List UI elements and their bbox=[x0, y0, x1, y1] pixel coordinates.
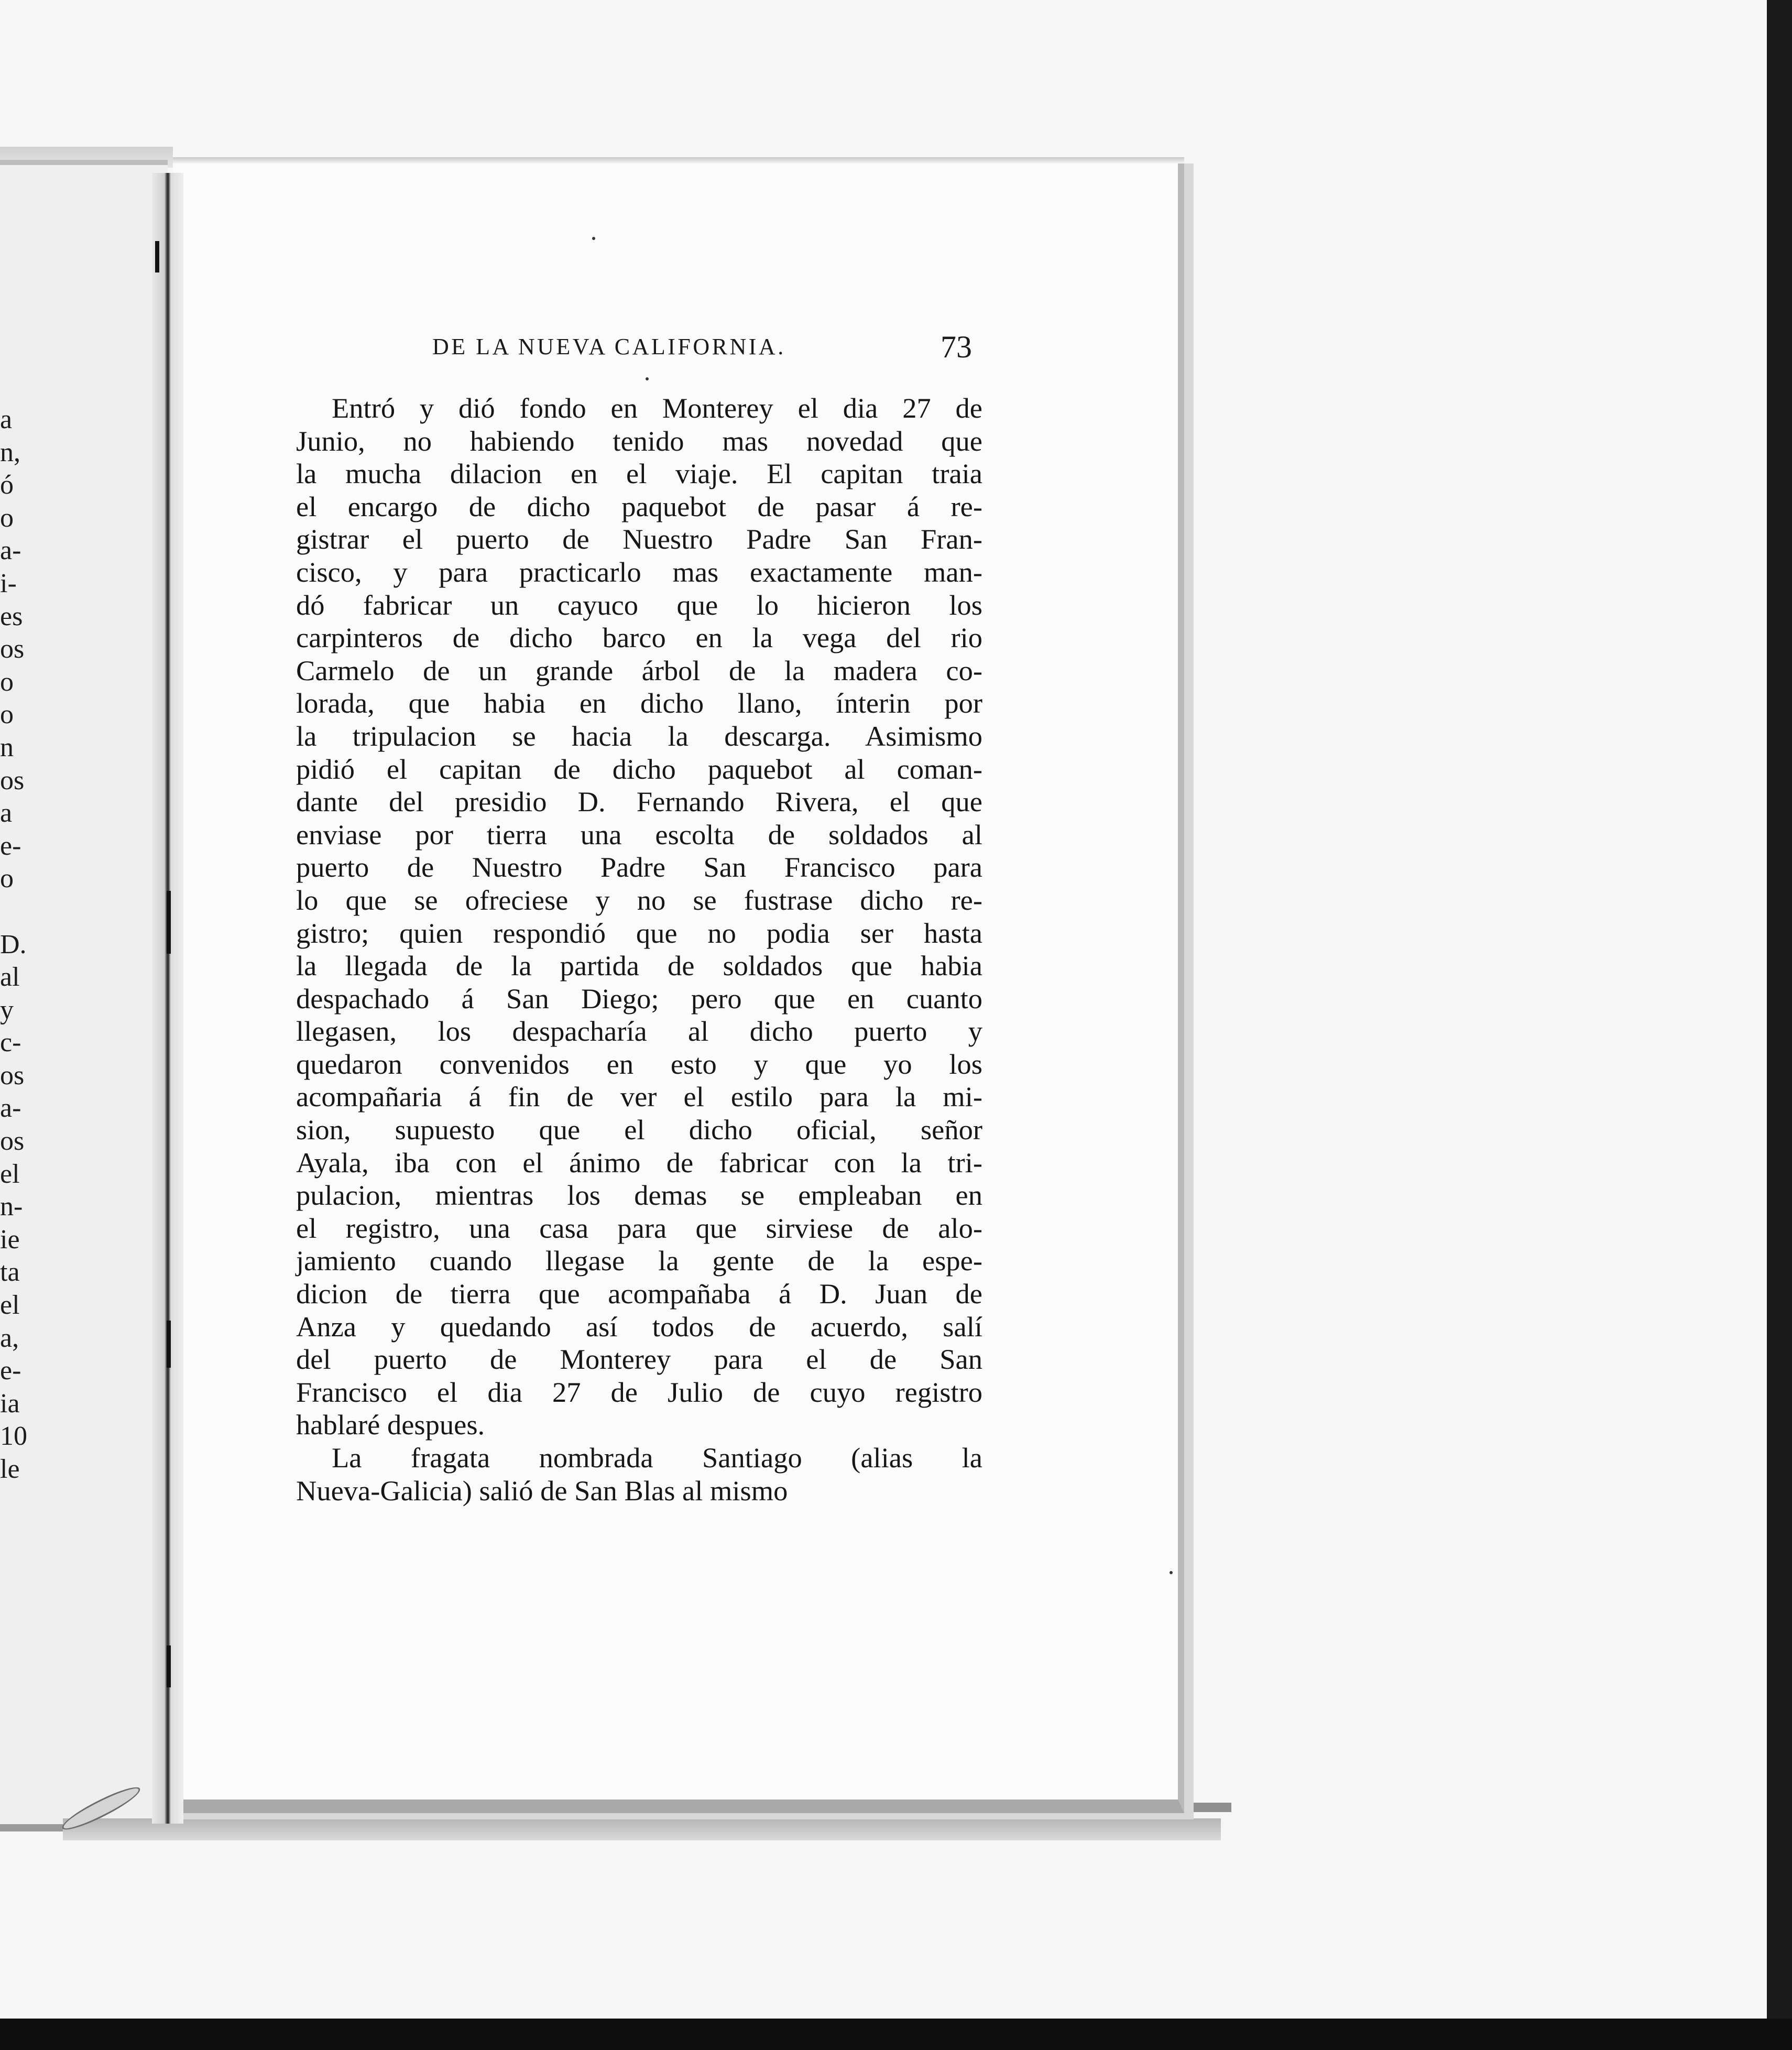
text-line: Nueva-Galicia) salió de San Blas al mismo bbox=[296, 1474, 788, 1507]
left-page-fragment: n- bbox=[0, 1192, 23, 1222]
text-line: del puerto de Monterey para el de San bbox=[296, 1343, 982, 1376]
book-gutter bbox=[152, 173, 183, 1824]
text-line: Anza y quedando así todos de acuerdo, salí bbox=[296, 1310, 982, 1343]
text-line: el registro, una casa para que sirviese de alo- bbox=[296, 1212, 982, 1244]
text-line: pidió el capitan de dicho paquebot al coman- bbox=[296, 753, 982, 785]
text-line: la llegada de la partida de soldados que habia bbox=[296, 950, 982, 982]
gutter-mark bbox=[167, 891, 171, 954]
text-line: Ayala, iba con el ánimo de fabricar con la tri- bbox=[296, 1146, 982, 1179]
text-line: lo que se ofreciese y no se fustrase dicho re- bbox=[296, 884, 982, 916]
text-line: quedaron convenidos en esto y que yo los bbox=[296, 1048, 982, 1080]
text-line: acompañaria á fin de ver el estilo para la mi- bbox=[296, 1081, 982, 1113]
text-line: el encargo de dicho paquebot de pasar á re- bbox=[296, 490, 982, 522]
running-title: DE LA NUEVA CALIFORNIA. bbox=[432, 334, 786, 359]
gutter-mark bbox=[167, 1645, 171, 1687]
text-line: llegasen, los despacharía al dicho puerto y bbox=[296, 1015, 982, 1048]
left-page-fragment: al bbox=[0, 962, 20, 993]
left-page-fragment: 10 bbox=[0, 1421, 27, 1452]
text-line: Francisco el dia 27 de Julio de cuyo registro bbox=[296, 1376, 982, 1408]
left-page-fragment: o bbox=[0, 864, 14, 894]
scan-right-edge bbox=[1767, 0, 1792, 2023]
page-top-shadow bbox=[173, 157, 1184, 163]
left-page-fragment: ó bbox=[0, 470, 14, 500]
left-page-fragment: e- bbox=[0, 1356, 21, 1386]
left-page-fragment: os bbox=[0, 634, 25, 664]
left-page-fragment: o bbox=[0, 503, 14, 533]
page-stack-edge bbox=[63, 1818, 1221, 1840]
text-line: puerto de Nuestro Padre San Francisco para bbox=[296, 851, 982, 884]
text-line: dó fabricar un cayuco que lo hicieron los bbox=[296, 588, 982, 621]
left-page-fragment: c- bbox=[0, 1028, 21, 1058]
left-page-fragment: a bbox=[0, 405, 13, 434]
gutter-mark bbox=[155, 241, 159, 272]
body-text bbox=[296, 392, 982, 1507]
text-line: sion, supuesto que el dicho oficial, señor bbox=[296, 1114, 982, 1146]
scan-bottom-edge bbox=[0, 2019, 1792, 2050]
text-line: lorada, que habia en dicho llano, ínterin por bbox=[296, 687, 982, 719]
left-page-fragment: el bbox=[0, 1290, 20, 1321]
left-page-fragment: i- bbox=[0, 568, 17, 598]
left-page-fragment: a- bbox=[0, 536, 21, 566]
left-page-fragment: D. bbox=[0, 929, 27, 959]
ink-speck bbox=[592, 237, 595, 240]
left-page-fragment: ta bbox=[0, 1257, 20, 1288]
text-line: despachado á San Diego; pero que en cuanto bbox=[296, 982, 982, 1015]
text-line: jamiento cuando llegase la gente de la espe- bbox=[296, 1245, 982, 1277]
left-page-fragment: es bbox=[0, 601, 23, 631]
ink-speck bbox=[646, 377, 649, 380]
text-line: hablaré despues. bbox=[296, 1409, 485, 1441]
text-line: la mucha dilacion en el viaje. El capitan traia bbox=[296, 457, 982, 490]
left-page-fragment: a bbox=[0, 798, 13, 828]
left-page-fragment: ia bbox=[0, 1388, 20, 1419]
ink-speck bbox=[1170, 1571, 1173, 1574]
left-page-fragment: a, bbox=[0, 1323, 19, 1353]
text-line: Entró y dió fondo en Monterey el dia 27 de bbox=[332, 392, 982, 424]
left-page-fragment: n, bbox=[0, 437, 20, 467]
left-page-fragment: n bbox=[0, 732, 14, 762]
text-line: gistro; quien respondió que no podia ser hasta bbox=[296, 917, 982, 949]
left-page-fragment: o bbox=[0, 700, 14, 730]
left-page-fragment bbox=[0, 896, 63, 929]
text-line: dicion de tierra que acompañaba á D. Juan de bbox=[296, 1278, 982, 1310]
text-line: Carmelo de un grande árbol de la madera co- bbox=[296, 654, 982, 686]
left-page-fragment: o bbox=[0, 667, 14, 697]
left-page-fragment: le bbox=[0, 1454, 20, 1484]
left-page-text-fragments bbox=[0, 404, 63, 1486]
text-line: carpinteros de dicho barco en la vega del rio bbox=[296, 621, 982, 654]
left-page-fragment: ie bbox=[0, 1224, 20, 1255]
text-line: pulacion, mientras los demas se empleaban en bbox=[296, 1179, 982, 1212]
page-number: 73 bbox=[941, 330, 972, 364]
left-page-fragment: el bbox=[0, 1159, 20, 1189]
page-header bbox=[432, 330, 972, 367]
text-line: Junio, no habiendo tenido mas novedad que bbox=[296, 424, 982, 457]
left-page-fragment: e- bbox=[0, 831, 21, 861]
left-page-fragment: os bbox=[0, 765, 25, 795]
left-page-fragment: os bbox=[0, 1060, 25, 1091]
left-page-fragment: y bbox=[0, 995, 14, 1025]
gutter-mark bbox=[167, 1321, 171, 1368]
text-line: dante del presidio D. Fernando Rivera, el que bbox=[296, 786, 982, 818]
text-line: La fragata nombrada Santiago (alias la bbox=[332, 1442, 982, 1474]
left-page-fragment: a- bbox=[0, 1093, 21, 1124]
text-line: la tripulacion se hacia la descarga. Asimismo bbox=[296, 719, 982, 752]
text-line: gistrar el puerto de Nuestro Padre San Fran- bbox=[296, 523, 982, 555]
left-page-fragment: os bbox=[0, 1126, 25, 1157]
text-line: cisco, y para practicarlo mas exactamente man- bbox=[296, 555, 982, 588]
text-line: enviase por tierra una escolta de soldados al bbox=[296, 818, 982, 850]
